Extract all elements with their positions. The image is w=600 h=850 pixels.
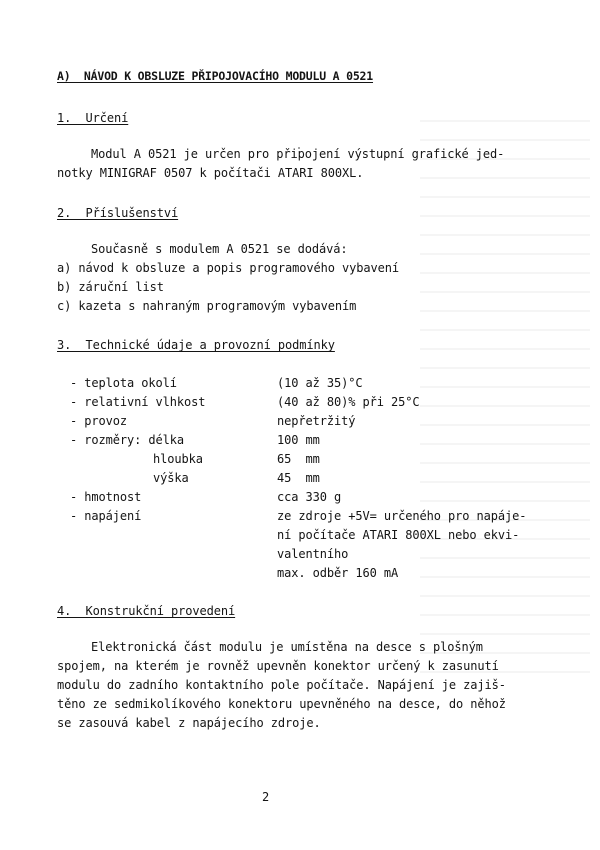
section-1-heading: 1. Určení [57, 111, 129, 125]
section-4-line-5: se zasouvá kabel z napájecího zdroje. [57, 716, 321, 730]
spec-label-length: - rozměry: délka [70, 433, 184, 447]
spec-label-power: - napájení [70, 509, 142, 523]
spec-value-weight: cca 330 g [277, 490, 342, 504]
spec-value-temperature: (10 až 35)°C [277, 376, 363, 390]
document-title: A) NÁVOD K OBSLUZE PŘIPOJOVACÍHO MODULU A 0521 [57, 69, 374, 83]
spec-value-humidity: (40 až 80)% při 25°C [277, 395, 420, 409]
section-4-line-4: těno ze sedmikolíkového konektoru upevněného na desce, do něhož [57, 697, 506, 711]
spec-label-height: výška [153, 471, 189, 485]
spec-power-line-3: valentního [277, 547, 349, 561]
section-3-heading: 3. Technické údaje a provozní podmínky [57, 338, 335, 352]
page-number: 2 [262, 790, 270, 804]
section-4-line-3: modulu do zadního kontaktního pole počítače. Napájení je zajiš- [57, 678, 506, 692]
accessory-item-c: c) kazeta s nahraným programovým vybavením [57, 299, 357, 313]
accessory-item-b: b) záruční list [57, 280, 164, 294]
accessory-item-a: a) návod k obsluze a popis programového vybavení [57, 261, 399, 275]
section-4-line-2: spojem, na kterém je rovněž upevněn konektor určený k zasunutí [57, 659, 499, 673]
spec-value-length: 100 mm [277, 433, 320, 447]
spec-value-operation: nepřetržitý [277, 414, 356, 428]
spec-label-humidity: - relativní vlhkost [70, 395, 206, 409]
spec-value-power: ze zdroje +5V= určeného pro napáje- [277, 509, 527, 523]
section-1-line-1: Modul A 0521 je určen pro připojení výstupní grafické jed- [91, 147, 505, 161]
spec-value-height: 45 mm [277, 471, 320, 485]
section-1-line-2: notky MINIGRAF 0507 k počítači ATARI 800XL. [57, 166, 364, 180]
spec-label-depth: hloubka [153, 452, 203, 466]
section-2-intro: Současně s modulem A 0521 se dodává: [91, 242, 348, 256]
section-2-heading: 2. Příslušenství [57, 206, 179, 220]
spec-label-temperature: - teplota okolí [70, 376, 177, 390]
spec-label-operation: - provoz [70, 414, 127, 428]
spec-value-depth: 65 mm [277, 452, 320, 466]
spec-power-line-4: max. odběr 160 mA [277, 566, 399, 580]
show-through-shadow [420, 120, 590, 680]
section-4-line-1: Elektronická část modulu je umístěna na desce s plošným [91, 640, 483, 654]
spec-power-line-2: ní počítače ATARI 800XL nebo ekvi- [277, 528, 520, 542]
section-4-heading: 4. Konstrukční provedení [57, 604, 236, 618]
spec-label-weight: - hmotnost [70, 490, 142, 504]
